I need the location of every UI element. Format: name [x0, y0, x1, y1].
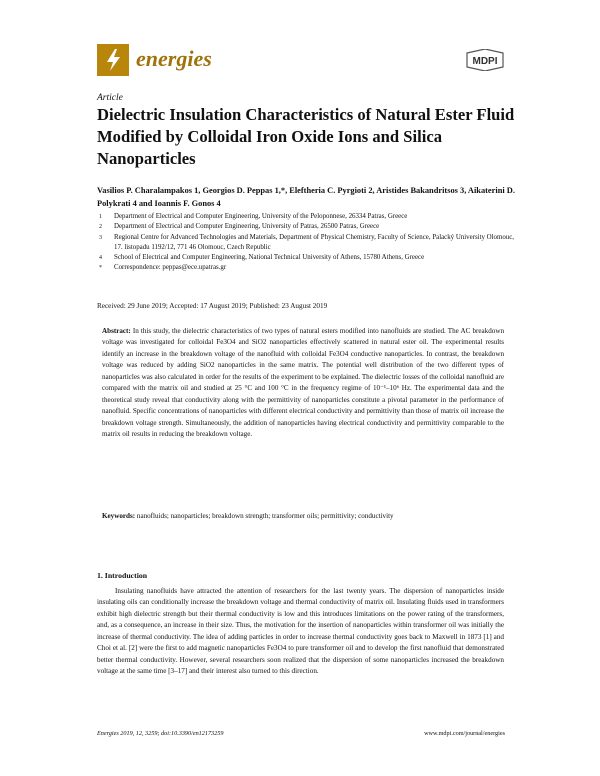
section-heading: 1. Introduction: [97, 571, 148, 580]
article-title: Dielectric Insulation Characteristics of Natural Ester Fluid Modified by Colloidal Iron Oxide Ions and Silica Nanoparticles: [97, 105, 515, 168]
keywords: [102, 511, 504, 522]
abstract-label: Abstract:: [102, 327, 131, 335]
keywords-text: nanofluids; nanoparticles; breakdown strength; transformer oils; permittivity; conductivity: [136, 512, 394, 520]
journal-logo-icon: [97, 44, 129, 76]
article-type: Article: [97, 93, 123, 103]
publication-dates: Received: 29 June 2019; Accepted: 17 August 2019; Published: 23 August 2019: [97, 302, 328, 310]
abstract: [102, 326, 504, 441]
affiliation-1: 1 Department of Electrical and Computer Engineering, University of the Peloponnese, 26334 Patras, Greece: [99, 213, 408, 220]
publisher-logo[interactable]: [463, 49, 507, 71]
footer-citation: Energies 2019, 12, 3259; doi:10.3390/en12173259: [97, 730, 224, 737]
abstract-text: In this study, the dielectric characteristics of two types of natural esters modified into nanofluids are studied. The AC breakdown voltage was investigated for colloidal Fe3O4 and SiO2 nanoparticles effectively scattered in natural ester oil. The experimental results identify an increase in the breakdown voltage of the nanofluid with colloidal Fe3O4 conductive nanoparticles. In contrast, the breakdown voltage was reduced by adding SiO2 nanoparticles in the same matrix. The potential well distribution of the two different types of nanoparticles was also calculated in order for the results of the experiment to be explained. The dielectric losses of the colloidal nanofluid are compared with the matrix oil and studied at 25 °C and 100 °C in the frequency regime of 10⁻¹–10⁶ Hz. The experimental data and the theoretical study reveal that conductivity along with the permittivity of nanoparticles constitute a pivotal parameter in the performance of nanofluid. Specific concentrations of nanoparticles with different electrical conductivity and permittivity than those of matrix oil increase the breakdown voltage strength. Simultaneously, the addition of nanoparticles having electrical conductivity and permittivity comparable to the matrix oil results in reducing the breakdown voltage.: [102, 327, 504, 439]
journal-name[interactable]: energies: [136, 46, 212, 71]
affiliation-2: 2 Department of Electrical and Computer Engineering, University of Patras, 26500 Patras, Greece: [99, 223, 380, 231]
affiliations: [97, 212, 517, 274]
introduction-paragraph: Insulating nanofluids have attracted the attention of researchers for the last twenty years. The dispersion of nanoparticles inside insulating oils can conditionally increase the breakdown voltage and thermal conductivity of matrix oil. Insulating fluids used in transformers exhibit high dielectric strength but their thermal conductivity is low and this introduces limitations on the power rating of the transformers, and, as a consequence, an increase in their size. Thus, the motivation for the insertion of nanoparticles within transformer oil was initially the increase of thermal conductivity. The idea of adding particles in order to increase thermal conductivity goes back to Maxwell in 1873 [1] and Choi et al. [2] were the first to add magnetic nanoparticles Fe3O4 to pure transformer oil and to develop the first nanofluid that demonstrated better thermal conductivity. However, several researchers soon realized that the dispersion of some nanoparticles increased the breakdown voltage at the same time [3–17] and their interest also turned to this direction.: [97, 587, 504, 676]
affiliation-4: 4 School of Electrical and Computer Engineering, National Technical University of Athens, 15780 Athens, Greece: [99, 254, 425, 262]
affiliation-3: 3 Regional Centre for Advanced Technologies and Materials, Department of Physical Chemistry, Faculty of Science, Palacký University Olomouc, 17. listopadu 1192/12, 771 46 Olomouc, Czech Republic: [99, 233, 515, 251]
publisher-name: MDPI: [472, 56, 498, 67]
keywords-label: Keywords:: [102, 512, 136, 520]
footer-url[interactable]: www.mdpi.com/journal/energies: [424, 730, 505, 737]
correspondence: * Correspondence: peppas@ece.upatras.gr: [99, 264, 227, 272]
author-list: Vasilios P. Charalampakos 1, Georgios D. Peppas 1,*, Eleftheria C. Pyrgioti 2, Aristides Bakandritsos 3, Aikaterini D. Polykrati 4 and Ioannis F. Gonos 4: [97, 186, 515, 208]
